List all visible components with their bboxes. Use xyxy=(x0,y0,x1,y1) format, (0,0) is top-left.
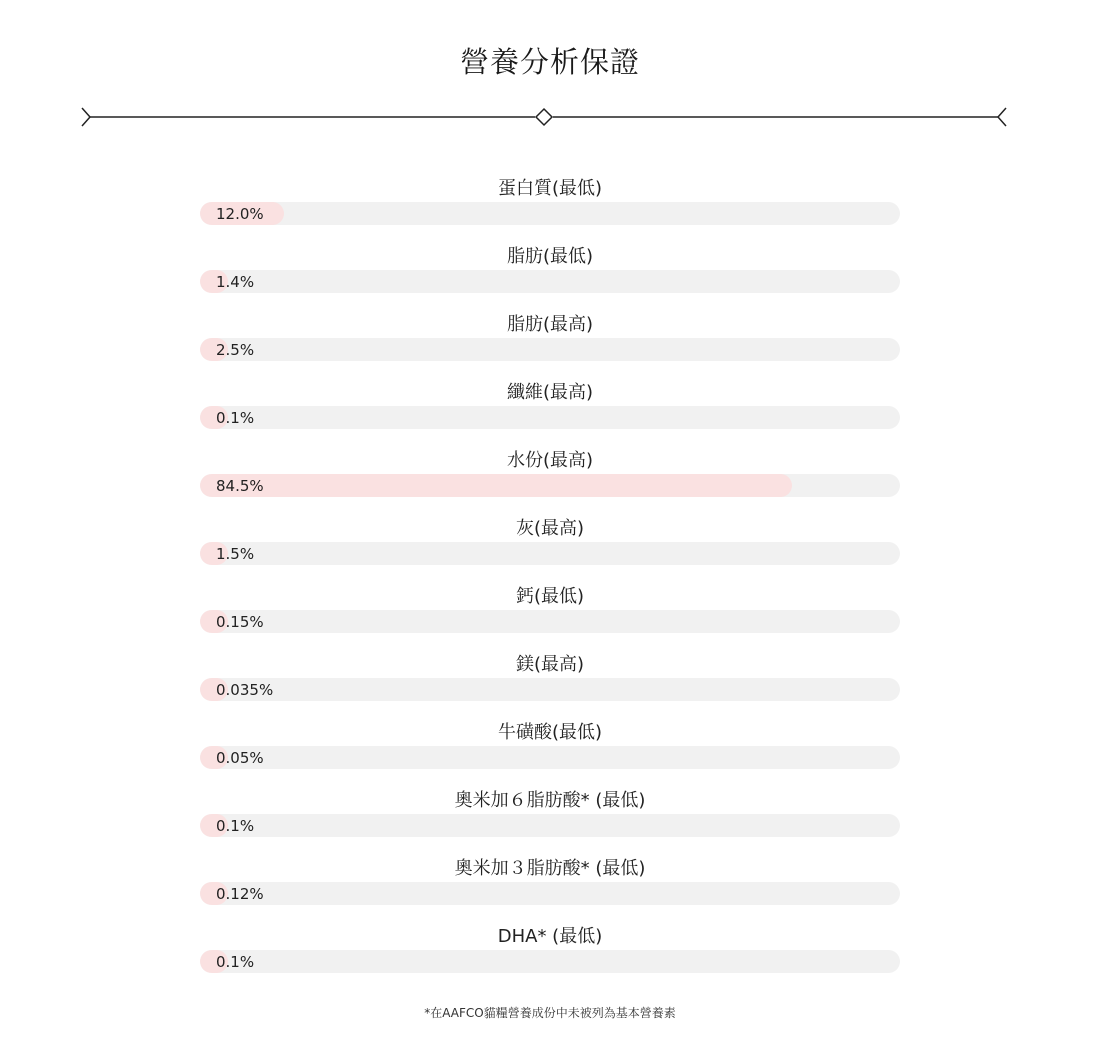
nutrient-bar-track xyxy=(200,474,900,497)
nutrient-bar-track xyxy=(200,202,900,225)
nutrient-value: 0.1% xyxy=(216,953,255,971)
nutrient-value: 1.4% xyxy=(216,273,255,291)
nutrient-item xyxy=(200,306,900,374)
nutrient-label: 鎂(最高) xyxy=(515,654,585,675)
nutrient-value: 2.5% xyxy=(216,341,255,359)
nutrient-item xyxy=(200,850,900,918)
nutrient-bar-track xyxy=(200,542,900,565)
nutrient-item xyxy=(200,374,900,442)
nutrient-bar-track xyxy=(200,610,900,633)
nutrient-bar-track xyxy=(200,746,900,769)
nutrient-label: 奧米加３脂肪酸* (最低) xyxy=(454,858,646,879)
nutrient-bar-track xyxy=(200,950,900,973)
nutrient-item xyxy=(200,442,900,510)
nutrient-value: 0.15% xyxy=(216,613,264,631)
page-title: 營養分析保證 xyxy=(459,45,640,79)
nutrient-value: 12.0% xyxy=(216,205,264,223)
nutrient-value: 1.5% xyxy=(216,545,255,563)
nutrient-value: 0.12% xyxy=(216,885,264,903)
nutrient-label: 水份(最高) xyxy=(506,450,594,471)
footnote: *在AAFCO貓糧營養成份中未被列為基本營養素 xyxy=(424,1006,676,1020)
nutrient-bar-track xyxy=(200,338,900,361)
nutrient-bar-track xyxy=(200,882,900,905)
nutrient-item xyxy=(200,578,900,646)
nutrient-value: 0.1% xyxy=(216,817,255,835)
nutrient-list xyxy=(200,170,900,986)
nutrient-label: 奧米加６脂肪酸* (最低) xyxy=(454,790,646,811)
nutrient-bar-track xyxy=(200,406,900,429)
nutrient-value: 0.1% xyxy=(216,409,255,427)
nutrient-label: DHA* (最低) xyxy=(497,926,603,947)
nutrient-value: 0.05% xyxy=(216,749,264,767)
nutrient-item xyxy=(200,782,900,850)
nutrient-item xyxy=(200,646,900,714)
nutrient-item xyxy=(200,170,900,238)
nutrient-label: 纖維(最高) xyxy=(506,382,594,403)
nutrient-label: 牛磺酸(最低) xyxy=(497,722,603,743)
nutrient-label: 鈣(最低) xyxy=(515,586,585,607)
nutrient-bar-track xyxy=(200,270,900,293)
nutrient-bar-track xyxy=(200,814,900,837)
nutrient-item xyxy=(200,510,900,578)
nutrient-label: 脂肪(最低) xyxy=(506,246,594,267)
nutrient-value: 0.035% xyxy=(216,681,274,699)
nutrient-bar-track xyxy=(200,678,900,701)
ornamental-divider xyxy=(80,104,1010,130)
nutrient-label: 脂肪(最高) xyxy=(506,314,594,335)
nutrient-item xyxy=(200,918,900,986)
nutrient-label: 灰(最高) xyxy=(515,518,585,539)
nutrient-value: 84.5% xyxy=(216,477,264,495)
nutrient-label: 蛋白質(最低) xyxy=(497,178,603,199)
nutrient-bar-fill xyxy=(200,474,792,497)
nutrient-item xyxy=(200,238,900,306)
nutrient-item xyxy=(200,714,900,782)
